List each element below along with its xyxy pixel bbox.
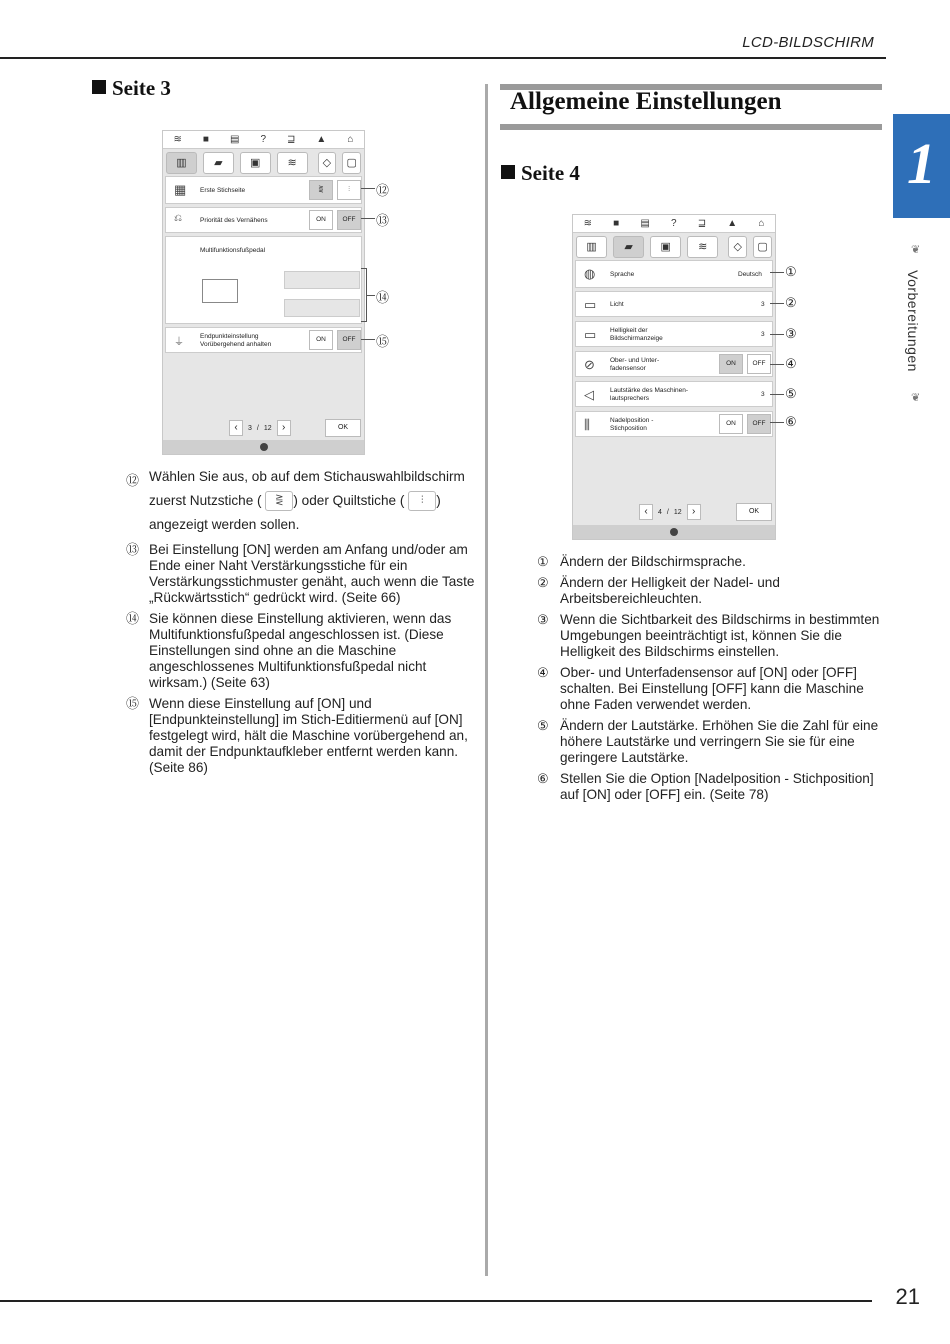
ornament-icon: ❦ — [911, 392, 921, 404]
speaker-icon: ◁ — [584, 387, 594, 402]
item-text: Ändern der Bildschirmsprache. — [560, 554, 746, 569]
row-thread-sensor — [575, 351, 773, 377]
callout-line — [361, 339, 375, 340]
tab-embroidery[interactable]: ▣ — [650, 236, 681, 258]
help-icon[interactable]: ? — [260, 134, 266, 145]
tab-wlan[interactable]: ≋ — [687, 236, 718, 258]
row-screen-brightness — [575, 321, 773, 347]
item-text: Stellen Sie die Option [Nadelposition - Stichposition] auf [ON] oder [OFF] ein. (Seite 78) — [560, 771, 874, 802]
brightness-value[interactable]: 3 — [761, 331, 765, 338]
light-value[interactable]: 3 — [761, 301, 765, 308]
item-text: Bei Einstellung [ON] werden am Anfang und/oder am Ende einer Naht Verstärkungsstiche für ein Verstärkungsstichmuster genäht, auch wenn die Taste „Rückwärtsstich“ gedrückt wird. (Seite 66) — [149, 542, 475, 605]
callout-line — [361, 188, 375, 189]
file-icon[interactable]: ▤ — [229, 134, 240, 145]
item-number: ⑬ — [126, 542, 140, 557]
prev-page-button[interactable]: ‹ — [639, 504, 653, 520]
row-label — [610, 357, 659, 373]
pager — [229, 420, 291, 436]
on-button[interactable]: ON — [719, 414, 743, 434]
tab-diamond[interactable]: ◇ — [728, 236, 747, 258]
home-icon[interactable]: ⌂ — [758, 218, 765, 229]
item-text: Ober- und Unterfadensensor auf [ON] oder [OFF] schalten. Bei Einstellung [OFF] kann die Maschine ohne Faden verwendet werden. — [560, 665, 864, 712]
row-speaker-volume — [575, 381, 773, 407]
row-label — [200, 333, 271, 349]
callout-2: ② — [785, 295, 797, 310]
on-button[interactable]: ON — [309, 210, 333, 230]
next-page-button[interactable]: › — [687, 504, 701, 520]
callout-14: ⑭ — [376, 290, 390, 305]
on-button[interactable]: ON — [719, 354, 743, 374]
on-button[interactable]: ON — [309, 330, 333, 350]
column-divider — [485, 84, 488, 1276]
chapter-label: Vorbereitungen — [905, 270, 921, 372]
total-pages: 12 — [263, 424, 272, 432]
light-icon: ▭ — [584, 297, 597, 312]
item-number: ⑮ — [126, 696, 140, 711]
prev-page-button[interactable]: ‹ — [229, 420, 243, 436]
pedal-setting-field[interactable] — [284, 299, 360, 317]
lcd-tabs — [573, 234, 775, 260]
list-item — [126, 542, 476, 606]
callout-line — [770, 272, 784, 273]
item-text: ) angezeigt werden sollen. — [149, 493, 441, 532]
help-icon[interactable]: ? — [670, 218, 677, 229]
tab-settings-book[interactable]: ▥ — [576, 236, 607, 258]
header-rule — [0, 57, 886, 59]
item-text: ) oder Quiltstiche ( — [293, 493, 405, 508]
list-item — [537, 575, 881, 607]
row-label-line2: Vorübergehend anhalten — [200, 341, 272, 348]
row-label: Erste Stichseite — [200, 187, 246, 194]
callout-line — [770, 394, 784, 395]
row-label — [610, 387, 688, 403]
callout-line — [361, 218, 375, 219]
row-language — [575, 260, 773, 288]
footer-rule — [0, 1300, 872, 1302]
row-label — [610, 417, 653, 433]
callout-5: ⑤ — [785, 386, 797, 401]
list-item — [126, 465, 476, 537]
tab-settings-book[interactable]: ▥ — [166, 152, 197, 174]
wifi-icon[interactable]: ≋ — [583, 218, 592, 229]
row-label-line2: lautsprechers — [610, 395, 650, 402]
tool-icon[interactable]: ⊒ — [287, 134, 296, 145]
thread-sensor-icon: ⊘ — [584, 357, 595, 372]
callout-3: ③ — [785, 326, 797, 341]
volume-value[interactable]: 3 — [761, 391, 765, 398]
item-text: Ändern der Lautstärke. Erhöhen Sie die Zahl für eine höhere Lautstärke und verringern Sie sie für eine geringere Lautstärke. — [560, 718, 879, 765]
needle-icon: ⫼ — [584, 417, 590, 432]
item-text: Ändern der Helligkeit der Nadel- und Arbeitsbereichleuchten. — [560, 575, 780, 606]
lock-icon[interactable]: ▲ — [316, 134, 327, 145]
off-button[interactable]: OFF — [337, 210, 361, 230]
camera-icon[interactable]: ■ — [613, 218, 620, 229]
right-description-list — [537, 554, 881, 808]
item-text: Wählen Sie aus, ob auf dem Stichauswahlbildschirm zuerst Nutzstiche ( — [149, 469, 465, 508]
ornament-icon: ❦ — [911, 244, 921, 256]
camera-icon[interactable]: ■ — [202, 134, 209, 145]
tab-wlan[interactable]: ≋ — [277, 152, 308, 174]
list-item — [126, 696, 476, 776]
lcd-top-bar — [573, 215, 775, 233]
row-label-line1: Helligkeit der — [610, 327, 648, 334]
item-number: ⑥ — [537, 771, 549, 786]
callout-line — [770, 364, 784, 365]
callout-13: ⑬ — [376, 213, 390, 228]
lock-icon[interactable]: ▲ — [727, 218, 738, 229]
current-page: 3 — [248, 424, 252, 432]
language-value[interactable]: Deutsch — [738, 271, 762, 278]
item-number: ③ — [537, 612, 549, 627]
utility-stitch-button[interactable]: ⋛ — [309, 180, 333, 200]
lcd-bottom-bar — [573, 525, 775, 539]
stitch-grid-icon: ▦ — [174, 182, 187, 197]
list-item — [537, 665, 881, 713]
lcd-screen-page-4 — [572, 214, 776, 540]
row-light — [575, 291, 773, 317]
page-separator: / — [256, 424, 259, 432]
banner-title: Allgemeine Einstellungen — [510, 88, 782, 115]
callout-12: ⑫ — [376, 183, 390, 198]
tab-frame[interactable]: ▢ — [753, 236, 772, 258]
tab-diamond[interactable]: ◇ — [318, 152, 337, 174]
tab-sewing-machine[interactable]: ▰ — [203, 152, 234, 174]
list-item — [126, 611, 476, 691]
reverse-stitch-icon: ⎌ — [174, 213, 182, 224]
pivot-point-icon: ⏚ — [174, 337, 184, 348]
row-label: Multifunktionsfußpedal — [200, 247, 266, 254]
file-icon[interactable]: ▤ — [640, 218, 650, 229]
off-button[interactable]: OFF — [747, 414, 771, 434]
row-label-line2: fadensensor — [610, 365, 646, 372]
ok-button[interactable]: OK — [325, 419, 361, 437]
row-label: Sprache — [610, 271, 635, 278]
item-number: ① — [537, 554, 549, 569]
utility-stitch-icon: ⋛ — [265, 491, 293, 511]
home-dot-icon[interactable] — [670, 528, 678, 536]
lcd-screen-page-3 — [162, 130, 365, 455]
row-label: Priorität des Vernähens — [200, 217, 268, 224]
tab-sewing-machine[interactable]: ▰ — [613, 236, 644, 258]
page-separator: / — [666, 508, 669, 516]
item-text: Wenn die Sichtbarkeit des Bildschirms in bestimmten Umgebungen beeinträchtigt ist, können Sie die Helligkeit des Bildschirms einstellen. — [560, 612, 880, 659]
row-label-line2: Bildschirmanzeige — [610, 335, 663, 342]
total-pages: 12 — [673, 508, 682, 516]
lcd-bottom-bar — [163, 440, 364, 454]
ok-button[interactable]: OK — [736, 503, 772, 521]
tab-frame[interactable]: ▢ — [342, 152, 361, 174]
pedal-illustration-icon — [202, 279, 238, 303]
pager — [639, 504, 701, 520]
row-first-stitch-page — [165, 176, 362, 204]
chapter-tab: 1 — [893, 114, 950, 218]
lcd-tabs — [163, 150, 364, 176]
off-button[interactable]: OFF — [337, 330, 361, 350]
list-item — [537, 718, 881, 766]
lcd-top-bar — [163, 131, 364, 149]
home-dot-icon[interactable] — [260, 443, 268, 451]
next-page-button[interactable]: › — [277, 420, 291, 436]
quilt-stitch-icon: ⫶ — [408, 491, 436, 511]
section-title-text: Seite 3 — [112, 76, 171, 100]
banner-bar — [500, 124, 882, 130]
row-pivot-point — [165, 327, 362, 353]
chapter-side-label — [905, 240, 927, 420]
row-label-line1: Endpunkteinstellung — [200, 333, 259, 340]
row-label-line1: Nadelposition - — [610, 417, 654, 424]
brightness-icon: ▭ — [584, 327, 597, 342]
callout-4: ④ — [785, 356, 797, 371]
row-label — [610, 327, 663, 343]
list-item — [537, 771, 881, 803]
row-label-line1: Lautstärke des Maschinen- — [610, 387, 689, 394]
row-label-line2: Stichposition — [610, 425, 647, 432]
list-item — [537, 554, 881, 570]
running-header: LCD-BILDSCHIRM — [742, 34, 874, 51]
current-page: 4 — [658, 508, 662, 516]
quilt-stitch-button[interactable]: ⫶ — [337, 180, 361, 200]
item-number: ⑭ — [126, 611, 140, 626]
tool-icon[interactable]: ⊒ — [697, 218, 707, 229]
square-bullet-icon — [501, 165, 515, 179]
home-icon[interactable]: ⌂ — [347, 134, 354, 145]
item-text: Sie können diese Einstellung aktivieren, wenn das Multifunktionsfußpedal angeschlossen ist. (Diese Einstellungen sind ohne an die Maschine angeschlossenes Multifunktionsfußpedal nicht wirksam.) (Seite 63) — [149, 611, 452, 690]
item-text: Wenn diese Einstellung auf [ON] und [Endpunkteinstellung] im Stich-Editiermenü auf [ON] festgelegt wird, hält die Maschine vorübergehend an, damit der Endpunktaufkleber entfernt werden kann. (Seite 86) — [149, 696, 468, 775]
section-title-seite-4 — [501, 161, 580, 186]
square-bullet-icon — [92, 80, 106, 94]
row-label: Licht — [610, 301, 624, 308]
section-banner — [500, 84, 882, 130]
pedal-setting-field[interactable] — [284, 271, 360, 289]
row-label-line1: Ober- und Unter- — [610, 357, 660, 364]
callout-line — [770, 422, 784, 423]
tab-embroidery[interactable]: ▣ — [240, 152, 271, 174]
item-number: ⑤ — [537, 718, 549, 733]
page-number: 21 — [895, 1284, 920, 1309]
row-reinforcement-priority — [165, 207, 362, 233]
section-title-seite-3 — [92, 76, 171, 101]
item-number: ② — [537, 575, 549, 590]
item-number: ⑫ — [126, 473, 140, 488]
off-button[interactable]: OFF — [747, 354, 771, 374]
list-item — [537, 612, 881, 660]
item-number: ④ — [537, 665, 549, 680]
wifi-icon[interactable]: ≋ — [173, 134, 182, 145]
callout-line — [770, 334, 784, 335]
callout-6: ⑥ — [785, 414, 797, 429]
callout-15: ⑮ — [376, 334, 390, 349]
callout-line — [367, 295, 375, 296]
left-description-list — [126, 465, 476, 781]
row-multifunction-pedal — [165, 236, 362, 324]
callout-line — [770, 303, 784, 304]
section-title-text: Seite 4 — [521, 161, 580, 185]
globe-icon: ◍ — [584, 266, 596, 281]
callout-1: ① — [785, 264, 797, 279]
row-needle-position — [575, 411, 773, 437]
